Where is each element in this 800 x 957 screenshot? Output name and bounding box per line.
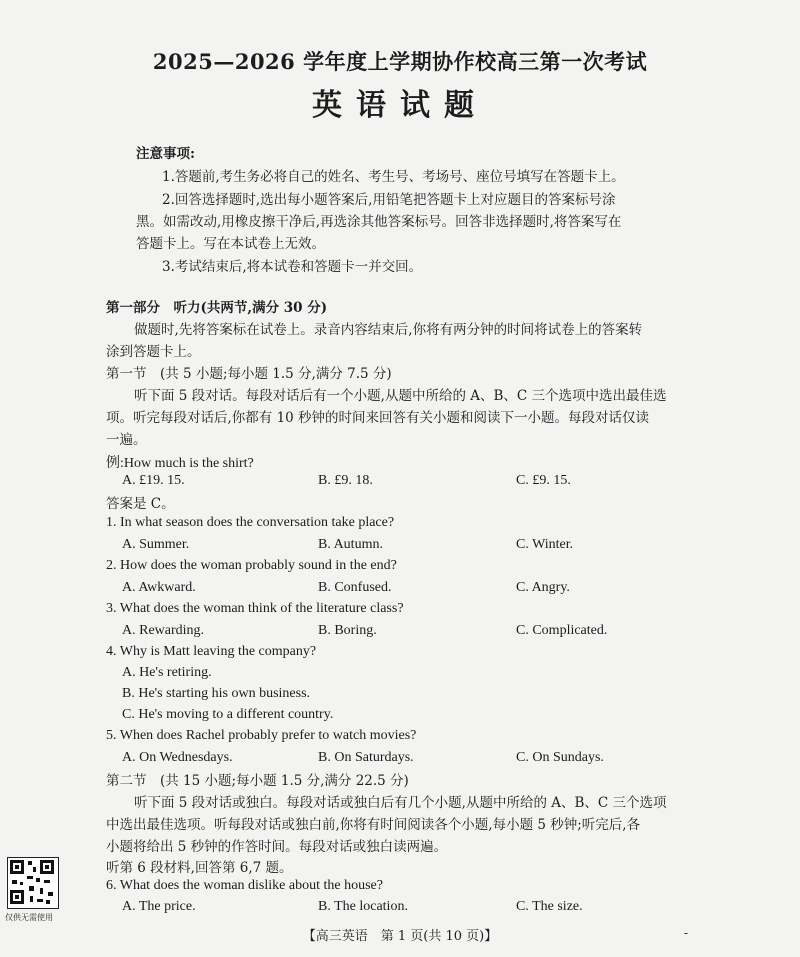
- subject-title: 英语试题: [312, 88, 488, 123]
- example-answer: 答案是 C。: [106, 496, 175, 512]
- notice-line-1: 1.答题前,考生务必将自己的姓名、考生号、考场号、座位号填写在答题卡上。: [162, 169, 625, 185]
- part1-heading: 第一部分 听力(共两节,满分 30 分): [106, 300, 328, 316]
- section1-instr-2: 项。听完每段对话后,你都有 10 秒钟的时间来回答有关小题和阅读下一小题。每段对话仅读: [106, 410, 650, 426]
- notice-line-2: 2.回答选择题时,选出每小题答案后,用铅笔把答题卡上对应题目的答案标号涂: [162, 192, 616, 208]
- q4-option-a: A. He's retiring.: [122, 665, 212, 680]
- q2-option-c: C. Angry.: [516, 580, 570, 595]
- q1-option-a: A. Summer.: [122, 537, 190, 552]
- question-1: 1. In what season does the conversation take place?: [106, 515, 395, 530]
- q6-option-a: A. The price.: [122, 899, 196, 914]
- q4-option-b: B. He's starting his own business.: [122, 686, 311, 701]
- section1-instr-3: 一遍。: [106, 432, 147, 448]
- q2-option-b: B. Confused.: [318, 580, 392, 595]
- question-4: 4. Why is Matt leaving the company?: [106, 644, 317, 659]
- section2-instr-3: 小题将给出 5 秒钟的作答时间。每段对话或独白读两遍。: [106, 839, 448, 855]
- q6-option-b: B. The location.: [318, 899, 408, 914]
- q5-option-a: A. On Wednesdays.: [122, 750, 233, 765]
- example-question: 例:How much is the shirt?: [106, 456, 254, 471]
- question-2: 2. How does the woman probably sound in the end?: [106, 558, 397, 573]
- q5-option-b: B. On Saturdays.: [318, 750, 414, 765]
- section2-instr-2: 中选出最佳选项。听每段对话或独白前,你将有时间阅读各个小题,每小题 5 秒钟;听完后,各: [106, 817, 641, 833]
- section2-heading: 第二节 (共 15 小题;每小题 1.5 分,满分 22.5 分): [106, 773, 409, 789]
- notice-line-4: 答题卡上。写在本试卷上无效。: [136, 236, 325, 252]
- q6-option-c: C. The size.: [516, 899, 583, 914]
- q1-option-b: B. Autumn.: [318, 537, 383, 552]
- question-3: 3. What does the woman think of the literature class?: [106, 601, 404, 616]
- notice-line-3: 黑。如需改动,用橡皮擦干净后,再选涂其他答案标号。回答非选择题时,将答案写在: [136, 214, 622, 230]
- question-5: 5. When does Rachel probably prefer to watch movies?: [106, 728, 417, 743]
- question-6: 6. What does the woman dislike about the house?: [106, 878, 383, 893]
- section1-instr-1: 听下面 5 段对话。每段对话后有一个小题,从题中所给的 A、B、C 三个选项中选出最佳选: [134, 388, 667, 404]
- qr-caption: 仅供无需使用: [5, 913, 53, 922]
- part1-intro-1: 做题时,先将答案标在试卷上。录音内容结束后,你将有两分钟的时间将试卷上的答案转: [134, 322, 643, 338]
- page-mark: -: [684, 926, 689, 940]
- example-option-b: B. £9. 18.: [318, 473, 373, 488]
- q3-option-b: B. Boring.: [318, 623, 377, 638]
- q3-option-a: A. Rewarding.: [122, 623, 205, 638]
- part1-intro-2: 涂到答题卡上。: [106, 344, 201, 360]
- section1-heading: 第一节 (共 5 小题;每小题 1.5 分,满分 7.5 分): [106, 366, 392, 382]
- q3-option-c: C. Complicated.: [516, 623, 608, 638]
- section2-instr-1: 听下面 5 段对话或独白。每段对话或独白后有几个小题,从题中所给的 A、B、C 三个选项: [134, 795, 667, 811]
- example-option-a: A. £19. 15.: [122, 473, 185, 488]
- exam-title: 2025—2026 学年度上学期协作校高三第一次考试: [152, 49, 648, 74]
- q2-option-a: A. Awkward.: [122, 580, 196, 595]
- example-option-c: C. £9. 15.: [516, 473, 571, 488]
- notice-heading: 注意事项:: [136, 146, 195, 162]
- page-footer: 【高三英语 第 1 页(共 10 页)】: [302, 929, 498, 944]
- q5-option-c: C. On Sundays.: [516, 750, 604, 765]
- q4-option-c: C. He's moving to a different country.: [122, 707, 334, 722]
- qr-code: [7, 857, 59, 909]
- material-note: 听第 6 段材料,回答第 6,7 题。: [106, 860, 293, 876]
- notice-line-5: 3.考试结束后,将本试卷和答题卡一并交回。: [162, 259, 423, 275]
- q1-option-c: C. Winter.: [516, 537, 574, 552]
